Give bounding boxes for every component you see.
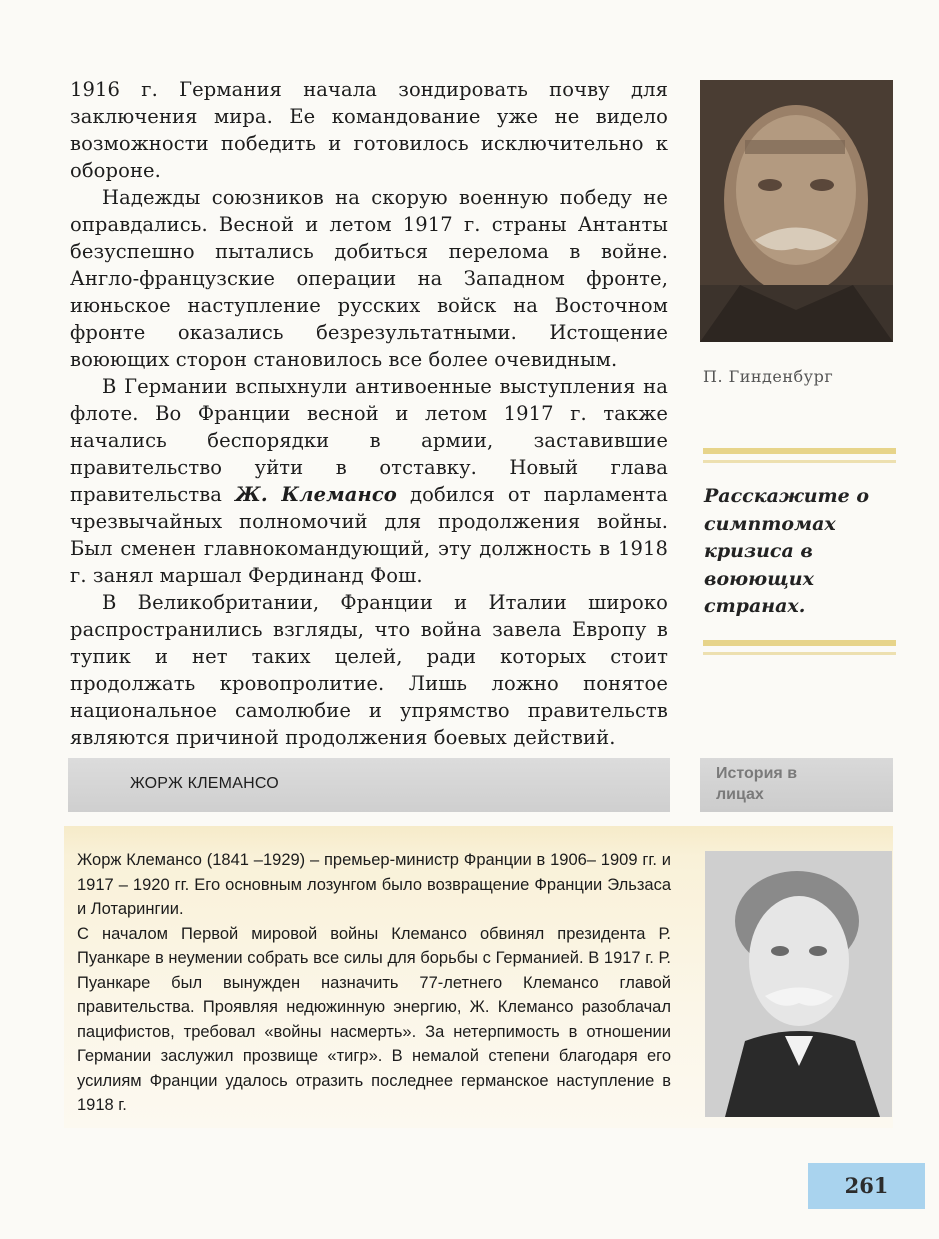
accent-rule-top	[703, 448, 896, 454]
hindenburg-caption: П. Гинденбург	[703, 367, 834, 386]
paragraph-3-start: В Германии вспыхнули антивоенные выступления на флоте. Во Франции весной и летом 1917 г. также начались беспорядки в армии, заставившие правительство уйти в отставку. Новый глава правительства	[70, 375, 668, 506]
page-number: 261	[808, 1163, 925, 1209]
bio-text	[77, 848, 671, 1118]
main-text	[70, 76, 668, 751]
bio-header-title: ЖОРЖ КЛЕМАНСО	[130, 775, 279, 792]
paragraph-3	[70, 373, 668, 589]
clemenceau-portrait	[705, 851, 892, 1117]
accent-rule-bottom-thin	[703, 652, 896, 655]
paragraph-1: 1916 г. Германия начала зондировать почву для заключения мира. Ее командование уже не видело возможности победить и готовилось исключительно к обороне.	[70, 78, 668, 182]
bio-paragraph-2: С началом Первой мировой войны Клемансо обвинял президента Р. Пуанкаре в неумении собрать все силы для борьбы с Германией. В 1917 г. Р. Пуанкаре был вынужден назначить 77-летнего Клемансо главой правительства. Проявляя недюжинную энергию, Ж. Клемансо разоблачал пацифистов, требовал «войны насмерть». За нетерпимость в отношении Германии заслужил прозвище «тигр». В немалой степени благодаря его усилиям Франции удалось отразить последнее германское наступление в 1918 г.	[77, 924, 671, 1114]
hindenburg-portrait	[700, 80, 893, 342]
accent-rule-bottom	[703, 640, 896, 646]
paragraph-3-end: добился от парламента чрезвычайных полномочий для продолжения войны. Был сменен главнокомандующий, эту должность в 1918 г. занял маршал Фердинанд Фош.	[70, 483, 668, 587]
bio-paragraph-1: Жорж Клемансо (1841 –1929) – премьер-министр Франции в 1906– 1909 гг. и 1917 – 1920 гг. Его основным лозунгом было возвращение Франции Эльзаса и Лотарингии.	[77, 851, 671, 918]
section-tag-label: История в лицах	[716, 765, 798, 803]
paragraph-2: Надежды союзников на скорую военную победу не оправдались. Весной и летом 1917 г. страны Антанты безуспешно пытались добиться перелома в войне. Англо-французские операции на Западном фронте, июньское наступление русских войск на Восточном фронте оказались безрезультатными. Истощение воюющих сторон становилось все более очевидным.	[70, 186, 668, 371]
clemenceau-name: Ж. Клемансо	[235, 483, 397, 506]
discussion-question: Расскажите о симптомах кризиса в воюющих странах.	[704, 485, 870, 617]
accent-rule-top-thin	[703, 460, 896, 463]
bio-header-bar	[68, 758, 670, 812]
history-in-faces-tag	[700, 758, 893, 812]
paragraph-4: В Великобритании, Франции и Италии широко распространились взгляды, что война завела Европу в тупик и нет таких целей, ради которых стоит продолжать кровопролитие. Лишь ложно понятое национальное самолюбие и упрямство правительств являются причиной продолжения боевых действий.	[70, 591, 668, 749]
